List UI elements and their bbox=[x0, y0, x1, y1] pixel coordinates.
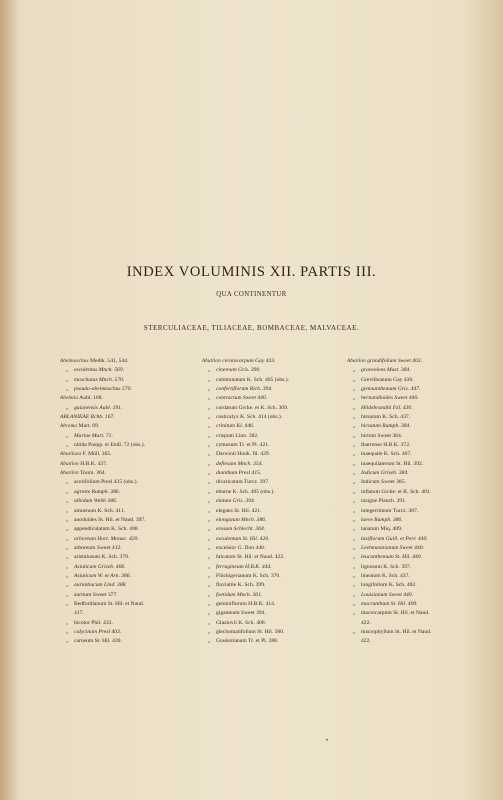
entry-text: hernandioides Sweet 440. bbox=[361, 395, 419, 402]
page-marker: ▾ bbox=[326, 737, 329, 742]
entry-text: crispum Linn. 382. bbox=[216, 432, 259, 439]
ditto-mark: „ bbox=[66, 582, 69, 589]
ditto-mark: „ bbox=[208, 414, 211, 421]
genus-name: Abutilon bbox=[347, 359, 366, 364]
ditto-mark: „ bbox=[208, 628, 211, 635]
entry-text: Flückigerianum K. Sch. 370. bbox=[216, 572, 281, 579]
ditto-mark: „ bbox=[208, 404, 211, 411]
entry-text: moschatus Mnch. 570. bbox=[74, 376, 125, 383]
ditto-mark: „ bbox=[353, 544, 356, 551]
index-entry bbox=[347, 507, 465, 516]
ditto-mark: „ bbox=[66, 404, 69, 411]
index-column-3 bbox=[347, 357, 465, 647]
index-entry bbox=[202, 478, 344, 487]
ditto-mark: „ bbox=[208, 600, 211, 607]
ditto-mark: „ bbox=[208, 479, 211, 486]
entry-text: eburne K. Sch. 405 (obs.). bbox=[216, 488, 275, 495]
entry-text: giganteum Sweet 394. bbox=[216, 610, 266, 617]
index-entry bbox=[60, 507, 195, 516]
index-entry bbox=[202, 497, 344, 506]
entry-text: Asiaticum W. et Arn. 386. bbox=[74, 572, 132, 579]
ditto-mark: „ bbox=[208, 638, 211, 645]
ditto-mark: „ bbox=[353, 498, 356, 505]
index-entry bbox=[202, 413, 344, 422]
entry-text: falcatum St. Hil. et Naud. 422. bbox=[216, 554, 285, 561]
index-entry bbox=[347, 544, 465, 553]
ditto-mark: „ bbox=[353, 507, 356, 514]
ditto-mark: „ bbox=[66, 572, 69, 579]
entry-text: Mariae Mart. 71. bbox=[74, 432, 113, 439]
entry-text: lineatum K. Sch. 437. bbox=[361, 572, 410, 579]
index-entry bbox=[347, 413, 465, 422]
index-entry bbox=[347, 628, 465, 637]
entry-text: aurantiacum Lind. 388. bbox=[74, 582, 127, 589]
entry-text: costicalyx K. Sch. 414 (obs.). bbox=[216, 414, 283, 421]
entry-text: erosum Schlecht. 364. bbox=[216, 526, 266, 533]
entry-text: Darwinii Hook. fil. 429. bbox=[216, 451, 271, 458]
entry-text: F. Müll. 365. bbox=[82, 451, 112, 458]
index-entry bbox=[60, 581, 195, 590]
index-entry bbox=[60, 441, 195, 450]
index-entry bbox=[60, 450, 195, 459]
entry-text: arboreum Hort. Monac. 420. bbox=[74, 535, 139, 542]
index-entry bbox=[60, 422, 195, 431]
ditto-mark: „ bbox=[208, 498, 211, 505]
entry-text: leucanthemum St. Hil. 440. bbox=[361, 554, 422, 561]
entry-text: amoenum K. Sch. 411. bbox=[74, 507, 126, 514]
index-entry bbox=[60, 497, 195, 506]
entry-text: Medik. 541, 544. bbox=[90, 358, 129, 364]
ditto-mark: „ bbox=[208, 554, 211, 561]
ditto-mark: „ bbox=[66, 432, 69, 439]
entry-text: aristulosum K. Sch. 379. bbox=[74, 554, 130, 561]
ditto-mark: „ bbox=[353, 535, 356, 542]
entry-text: ferrugineum H.B.K. 444. bbox=[216, 563, 272, 570]
ditto-mark: „ bbox=[353, 591, 356, 598]
ditto-mark: „ bbox=[208, 619, 211, 626]
entry-text: Glaziovii K. Sch. 408. bbox=[216, 619, 267, 626]
index-entry bbox=[202, 600, 344, 609]
index-entry bbox=[60, 488, 195, 497]
ditto-mark: „ bbox=[208, 507, 211, 514]
ditto-mark: „ bbox=[353, 610, 356, 617]
entry-text: appendiculatum K. Sch. 408. bbox=[74, 526, 139, 533]
entry-text: Grevilleanum Gay 436. bbox=[361, 376, 414, 383]
index-entry bbox=[347, 619, 465, 628]
ditto-mark: „ bbox=[208, 386, 211, 393]
ditto-mark: „ bbox=[353, 376, 356, 383]
entry-text: Leehmannianum Sweet 440. bbox=[361, 544, 424, 551]
index-entry bbox=[347, 422, 465, 431]
ditto-mark: „ bbox=[66, 638, 69, 645]
ditto-mark: „ bbox=[353, 404, 356, 411]
index-entry bbox=[60, 619, 195, 628]
index-entry bbox=[60, 544, 195, 553]
index-column-1 bbox=[60, 357, 195, 647]
entry-text: Hildebrandtii Fzl. 430. bbox=[361, 404, 413, 411]
page-subtitle: QUA CONTINENTUR bbox=[216, 291, 287, 298]
index-entry bbox=[202, 385, 344, 394]
entry-text: laxiflorum Guill. et Perr. 440. bbox=[361, 535, 428, 542]
ditto-mark: „ bbox=[353, 395, 356, 402]
index-entry bbox=[202, 591, 344, 600]
index-entry bbox=[347, 385, 465, 394]
ditto-mark: „ bbox=[208, 460, 211, 467]
index-entry bbox=[60, 404, 195, 413]
entry-text: pseudo-abelmoschus 570. bbox=[74, 386, 132, 393]
entry-text: insigne Planch. 391. bbox=[361, 498, 407, 505]
index-entry bbox=[202, 488, 344, 497]
ditto-mark: „ bbox=[66, 535, 69, 542]
index-entry bbox=[202, 572, 344, 581]
index-entry bbox=[202, 581, 344, 590]
index-entry bbox=[347, 441, 465, 450]
entry-text: divaricatum Turcz. 397. bbox=[216, 479, 270, 486]
index-entry bbox=[202, 619, 344, 628]
index-entry bbox=[202, 553, 344, 562]
ditto-mark: „ bbox=[66, 526, 69, 533]
ditto-mark: „ bbox=[353, 572, 356, 579]
entry-text: fluviatile K. Sch. 399. bbox=[216, 582, 266, 589]
ditto-mark: „ bbox=[208, 423, 211, 430]
index-entry bbox=[202, 450, 344, 459]
ditto-mark: „ bbox=[208, 591, 211, 598]
entry-text: hirsutum Rumph. 384. bbox=[361, 423, 411, 430]
ditto-mark: „ bbox=[66, 619, 69, 626]
entry-text: hirsutum K. Sch. 437. bbox=[361, 414, 411, 421]
ditto-mark: „ bbox=[208, 563, 211, 570]
genus-name: Abutilon bbox=[202, 359, 221, 364]
entry-text: inaequilaterum St. Hil. 392. bbox=[361, 460, 424, 467]
entry-text: bicolor Phil. 433. bbox=[74, 619, 113, 626]
index-entry bbox=[347, 432, 465, 441]
entry-text: cordatum Grcke. et K. Sch. 369. bbox=[216, 404, 289, 411]
index-column-2 bbox=[202, 357, 344, 647]
entry-text: 422. bbox=[361, 638, 371, 645]
index-entry bbox=[347, 404, 465, 413]
index-entry bbox=[347, 553, 465, 562]
entry-text: carneum St. Hil. 420. bbox=[74, 638, 122, 645]
ditto-mark: „ bbox=[66, 516, 69, 523]
index-entry bbox=[60, 413, 195, 422]
index-entry bbox=[202, 507, 344, 516]
index-entry bbox=[347, 357, 465, 366]
entry-text: excelsior G. Don 440. bbox=[216, 544, 266, 551]
ditto-mark: „ bbox=[66, 498, 69, 505]
entry-text: contractum Sweet 440. bbox=[216, 395, 268, 402]
entry-text: crinitum Kl. 446. bbox=[216, 423, 255, 430]
index-entry bbox=[202, 432, 344, 441]
index-entry bbox=[60, 572, 195, 581]
ditto-mark: „ bbox=[208, 535, 211, 542]
entry-text: laeve Rumph. 386. bbox=[361, 516, 403, 523]
index-entry bbox=[60, 366, 195, 375]
ditto-mark: „ bbox=[66, 376, 69, 383]
genus-name: Abelmoschus bbox=[60, 359, 89, 364]
index-entry bbox=[347, 450, 465, 459]
entry-text: cymosum Tr. et Pl. 421. bbox=[216, 442, 270, 449]
ditto-mark: „ bbox=[208, 442, 211, 449]
ditto-mark: „ bbox=[353, 432, 356, 439]
index-entry bbox=[347, 525, 465, 534]
ditto-mark: „ bbox=[66, 507, 69, 514]
index-entry bbox=[60, 385, 195, 394]
entry-text: Indicum Sweet 385. bbox=[361, 479, 406, 486]
entry-text: albidum Webb 386. bbox=[74, 498, 118, 505]
ditto-mark: „ bbox=[353, 367, 356, 374]
ditto-mark: „ bbox=[353, 526, 356, 533]
entry-text: gymnanthemum Gris. 447. bbox=[361, 386, 421, 393]
ditto-mark: „ bbox=[208, 526, 211, 533]
ditto-mark: „ bbox=[208, 544, 211, 551]
ditto-mark: „ bbox=[66, 544, 69, 551]
index-entry bbox=[60, 516, 195, 525]
entry-text: lignosum K. Sch. 397. bbox=[361, 563, 412, 570]
ditto-mark: „ bbox=[66, 442, 69, 449]
index-entry bbox=[202, 637, 344, 646]
ditto-mark: „ bbox=[208, 367, 211, 374]
entry-text: lanatum Miq. 409. bbox=[361, 526, 403, 533]
index-entry bbox=[202, 469, 344, 478]
entry-text: inaequale K. Sch. 407. bbox=[361, 451, 412, 458]
ditto-mark: „ bbox=[66, 479, 69, 486]
entry-text: agreste Rumph. 386. bbox=[74, 488, 121, 495]
page-title: INDEX VOLUMINIS XII. PARTIS III. bbox=[126, 264, 377, 280]
ditto-mark: „ bbox=[353, 442, 356, 449]
index-entry bbox=[202, 357, 344, 366]
index-entry bbox=[60, 535, 195, 544]
entry-text: longifolium K. Sch. 402. bbox=[361, 582, 417, 589]
index-entry bbox=[60, 460, 195, 469]
entry-text: Asiaticum Griseb. 406. bbox=[74, 563, 126, 570]
index-entry bbox=[60, 637, 195, 646]
index-entry bbox=[347, 581, 465, 590]
ditto-mark: „ bbox=[208, 432, 211, 439]
ditto-mark: „ bbox=[208, 451, 211, 458]
entry-text: Indicum Griseb. 384. bbox=[361, 470, 409, 477]
entry-text: arboreum Sweet 412. bbox=[74, 544, 122, 551]
index-entry bbox=[202, 516, 344, 525]
index-entry bbox=[202, 394, 344, 403]
index-entry bbox=[347, 478, 465, 487]
entry-text: Ibarrense H.B.K. 372. bbox=[361, 442, 411, 449]
index-entry bbox=[202, 422, 344, 431]
entry-text: acerifolium Presl 435 (obs.). bbox=[74, 479, 138, 486]
ditto-mark: „ bbox=[208, 395, 211, 402]
index-entry bbox=[347, 366, 465, 375]
genus-name: Abelmia bbox=[60, 396, 79, 402]
ditto-mark: „ bbox=[66, 600, 69, 607]
genus-name: Abroma bbox=[60, 424, 78, 430]
ditto-mark: „ bbox=[353, 488, 356, 495]
index-entry bbox=[347, 637, 465, 646]
entry-text: Tourn. 364. bbox=[80, 470, 107, 477]
index-entry bbox=[60, 525, 195, 534]
index-entry bbox=[60, 591, 195, 600]
index-entry bbox=[202, 366, 344, 375]
index-entry bbox=[202, 441, 344, 450]
ditto-mark: „ bbox=[353, 628, 356, 635]
index-entry bbox=[347, 609, 465, 618]
entry-text: ABLANIEAE Rchb. 167. bbox=[60, 414, 115, 421]
index-entry bbox=[60, 609, 195, 618]
ditto-mark: „ bbox=[353, 451, 356, 458]
ditto-mark: „ bbox=[208, 516, 211, 523]
ditto-mark: „ bbox=[353, 563, 356, 570]
ditto-mark: „ bbox=[208, 470, 211, 477]
ditto-mark: „ bbox=[66, 367, 69, 374]
index-entry bbox=[60, 600, 195, 609]
ditto-mark: „ bbox=[208, 582, 211, 589]
index-entry bbox=[347, 600, 465, 609]
index-entry bbox=[202, 535, 344, 544]
genus-name: Abutilon bbox=[60, 471, 79, 477]
entry-text: auritum Sweet 377. bbox=[74, 591, 118, 598]
entry-text: guianensis Aubl. 191. bbox=[74, 404, 123, 411]
ditto-mark: „ bbox=[208, 376, 211, 383]
entry-text: calycinum Presl 403. bbox=[74, 628, 122, 635]
index-entry bbox=[347, 497, 465, 506]
entry-text: Louisianum Sweet 440. bbox=[361, 591, 414, 598]
ditto-mark: „ bbox=[66, 591, 69, 598]
entry-text: glechomatifolium St. Hil. 380. bbox=[216, 628, 285, 635]
index-entry bbox=[202, 609, 344, 618]
index-entry bbox=[202, 404, 344, 413]
index-entry bbox=[347, 535, 465, 544]
ditto-mark: „ bbox=[66, 563, 69, 570]
index-entry bbox=[60, 478, 195, 487]
index-entry bbox=[60, 394, 195, 403]
entry-text: 417. bbox=[74, 610, 84, 617]
entry-text: inflatum Grcke. et K. Sch. 401. bbox=[361, 488, 432, 495]
entry-text: H.B.K. 437. bbox=[80, 460, 108, 467]
entry-text: dianthum Presl 415. bbox=[216, 470, 262, 477]
index-entry bbox=[60, 563, 195, 572]
ditto-mark: „ bbox=[353, 600, 356, 607]
entry-text: confertiflorum Rich. 394. bbox=[216, 386, 273, 393]
ditto-mark: „ bbox=[66, 554, 69, 561]
ditto-mark: „ bbox=[208, 610, 211, 617]
entry-text: elatum Gris. 394. bbox=[216, 498, 256, 505]
index-entry bbox=[347, 572, 465, 581]
ditto-mark: „ bbox=[353, 554, 356, 561]
index-entry bbox=[60, 357, 195, 366]
entry-text: Gouôotianum Tr. et Pl. 388. bbox=[216, 638, 279, 645]
entry-text: commutatum K. Sch. 405 (obs.). bbox=[216, 376, 290, 383]
ditto-mark: „ bbox=[353, 460, 356, 467]
ditto-mark: „ bbox=[353, 582, 356, 589]
genus-name: Abutilaea bbox=[60, 452, 82, 458]
entry-text: integerrimum Turcz. 387. bbox=[361, 507, 419, 514]
index-entry bbox=[202, 544, 344, 553]
index-entry bbox=[60, 469, 195, 478]
entry-text: deflexum Mnch. 354. bbox=[216, 460, 263, 467]
genus-name: Abutilon bbox=[60, 461, 79, 467]
ditto-mark: „ bbox=[208, 572, 211, 579]
entry-text: foetidum Mnch. 361. bbox=[216, 591, 263, 598]
entry-text: grandifolium Sweet 403. bbox=[367, 358, 423, 364]
entry-text: elongatum Mnch. 386. bbox=[216, 516, 267, 523]
ditto-mark: „ bbox=[66, 386, 69, 393]
index-entry bbox=[202, 376, 344, 385]
index-entry bbox=[347, 591, 465, 600]
entry-text: cinereum Gris. 390. bbox=[216, 367, 261, 374]
entry-text: macrocarpum St. Hil. et Naud. bbox=[361, 610, 430, 617]
entry-text: Aubl. 168. bbox=[79, 395, 103, 402]
entry-text: nitida Poepp. et Endl. 72 (obs.). bbox=[74, 442, 146, 449]
ditto-mark: „ bbox=[66, 488, 69, 495]
ditto-mark: „ bbox=[66, 628, 69, 635]
entry-text: macranthum St. Hil. 409. bbox=[361, 600, 418, 607]
index-entry bbox=[347, 460, 465, 469]
index-entry bbox=[60, 553, 195, 562]
ditto-mark: „ bbox=[353, 479, 356, 486]
index-entry bbox=[347, 469, 465, 478]
index-entry bbox=[202, 628, 344, 637]
ditto-mark: „ bbox=[353, 470, 356, 477]
entry-text: esculentum St. Hil. 420. bbox=[216, 535, 270, 542]
entry-text: graveolens Mast. 384. bbox=[361, 367, 411, 374]
index-entry bbox=[202, 460, 344, 469]
entry-text: 422. bbox=[361, 619, 371, 626]
index-entry bbox=[60, 376, 195, 385]
entry-text: ceratocarpum Gay 433. bbox=[222, 358, 276, 364]
index-entry bbox=[60, 432, 195, 441]
index-entry bbox=[202, 525, 344, 534]
entry-text: macrophyllum St. Hil. et Naud. bbox=[361, 628, 432, 635]
ditto-mark: „ bbox=[208, 488, 211, 495]
entry-text: hirtum Sweet 384. bbox=[361, 432, 403, 439]
entry-text: Bedfordianum St. Hil. et Naud. bbox=[74, 600, 145, 607]
index-entry bbox=[347, 394, 465, 403]
index-entry bbox=[202, 563, 344, 572]
ditto-mark: „ bbox=[353, 386, 356, 393]
index-entry bbox=[347, 488, 465, 497]
entry-text: elegans St. Hil. 421. bbox=[216, 507, 262, 514]
entry-text: anodoides St. Hil. et Naud. 397. bbox=[74, 516, 146, 523]
index-entry bbox=[347, 376, 465, 385]
index-entry bbox=[60, 628, 195, 637]
ditto-mark: „ bbox=[353, 516, 356, 523]
entry-text: geminiflorum H.B.K. 414. bbox=[216, 600, 276, 607]
index-entry bbox=[347, 516, 465, 525]
index-entry bbox=[347, 563, 465, 572]
entry-text: esculentus Mnch. 569. bbox=[74, 367, 125, 374]
ditto-mark: „ bbox=[353, 414, 356, 421]
entry-text: Mart. 69. bbox=[78, 423, 100, 430]
ditto-mark: „ bbox=[353, 423, 356, 430]
families-heading: STERCULIACEAE, TILIACEAE, BOMBACEAE, MALVACEAE. bbox=[143, 324, 360, 332]
